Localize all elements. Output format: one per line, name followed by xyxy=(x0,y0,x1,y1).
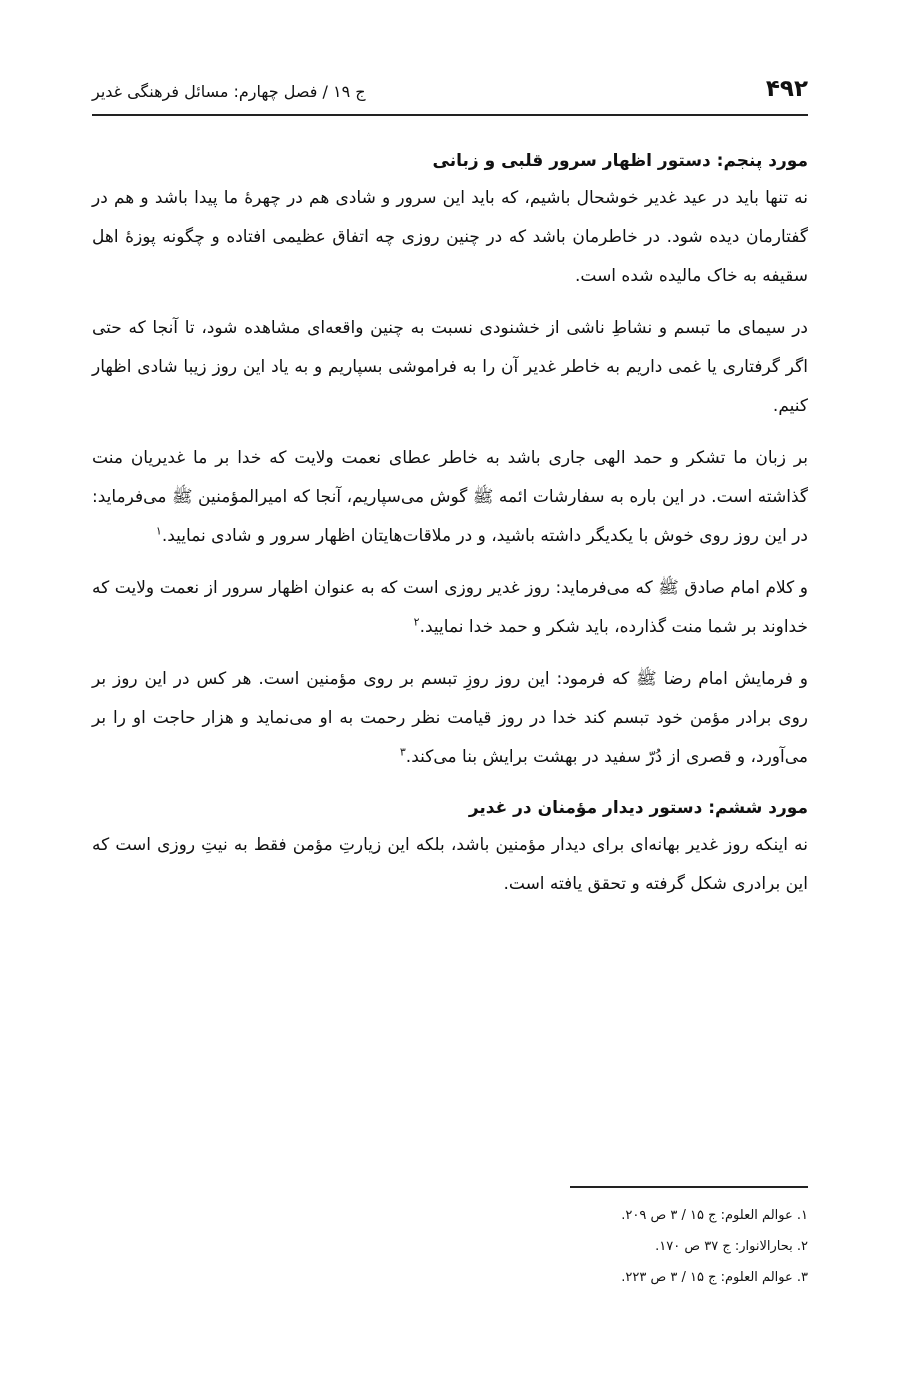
paragraph: و فرمایش امام رضا ﷺ که فرمود: این روز روزِ تبسم بر روی مؤمنین است. هر کس در این روز بر روی برادر مؤمن خود تبسم کند خدا در روز قیامت نظر رحمت به او می‌نماید و هزار حاجت او را بر می‌آورد، و قصری از دُرّ سفید در بهشت برایش بنا می‌کند.$^۳$ xyxy=(92,669,808,767)
footnote-ref: ۱ xyxy=(155,524,162,538)
footnote-ref: ۳ xyxy=(399,745,406,759)
paragraph: و کلام امام صادق ﷺ که می‌فرماید: روز غدیر روزی است که به عنوان اظهار سرور از نعمت ولایت که خداوند بر شما منت گذارده، باید شکر و حمد خدا نمایید.$^۲$ xyxy=(92,578,808,637)
footnote: ۲. بحارالانوار: ج ۳۷ ص ۱۷۰. xyxy=(655,1239,808,1254)
page-body xyxy=(92,143,808,917)
page-header xyxy=(92,72,808,116)
footnotes xyxy=(308,1200,808,1293)
running-title: ج ۱۹ / فصل چهارم: مسائل فرهنگی غدیر xyxy=(92,82,366,101)
footnote: ۱. عوالم العلوم: ج ۱۵ / ۳ ص ۲۰۹. xyxy=(621,1208,808,1223)
paragraph: نه اینکه روز غدیر بهانه‌ای برای دیدار مؤمنین باشد، بلکه این زیارتِ مؤمن فقط به نیتِ روزی است که این برادری شکل گرفته و تحقق یافته است. xyxy=(92,835,808,894)
section-heading-5: مورد پنجم: دستور اظهار سرور قلبی و زبانی xyxy=(432,151,808,171)
footnote-ref: ۲ xyxy=(413,615,420,629)
paragraph: در سیمای ما تبسم و نشاطِ ناشی از خشنودی نسبت به چنین واقعه‌ای مشاهده شود، تا آنجا که حتی اگر گرفتاری یا غمی داریم به خاطر غدیر آن را به فراموشی بسپاریم و به یاد این روز زیبا شادی اظهار کنیم. xyxy=(92,318,808,416)
paragraph: نه تنها باید در عید غدیر خوشحال باشیم، که باید این سرور و شادی هم در چهرهٔ ما پیدا باشد و هم در گفتارمان دیده شود. در خاطرمان باشد که در چنین روزی چه اتفاق عظیمی افتاده و چگونه پوزهٔ اهل سقیفه به خاک مالیده شده است. xyxy=(92,188,808,286)
footnote-divider xyxy=(570,1186,808,1188)
page-number: ۴۹۲ xyxy=(765,76,808,102)
footnote: ۳. عوالم العلوم: ج ۱۵ / ۳ ص ۲۲۳. xyxy=(621,1270,808,1285)
paragraph: بر زبان ما تشکر و حمد الهی جاری باشد به خاطر عطای نعمت ولایت که خدا بر ما غدیریان منت گذاشته است. در این باره به سفارشات ائمه ﷺ گوش می‌سپاریم، آنجا که امیرالمؤمنین ﷺ می‌فرماید: در این روز روی خوش با یکدیگر داشته باشید، و در ملاقات‌هایتان اظهار سرور و شادی نمایید.$^۱$ xyxy=(92,448,808,546)
section-heading-6: مورد ششم: دستور دیدار مؤمنان در غدیر xyxy=(468,798,808,818)
